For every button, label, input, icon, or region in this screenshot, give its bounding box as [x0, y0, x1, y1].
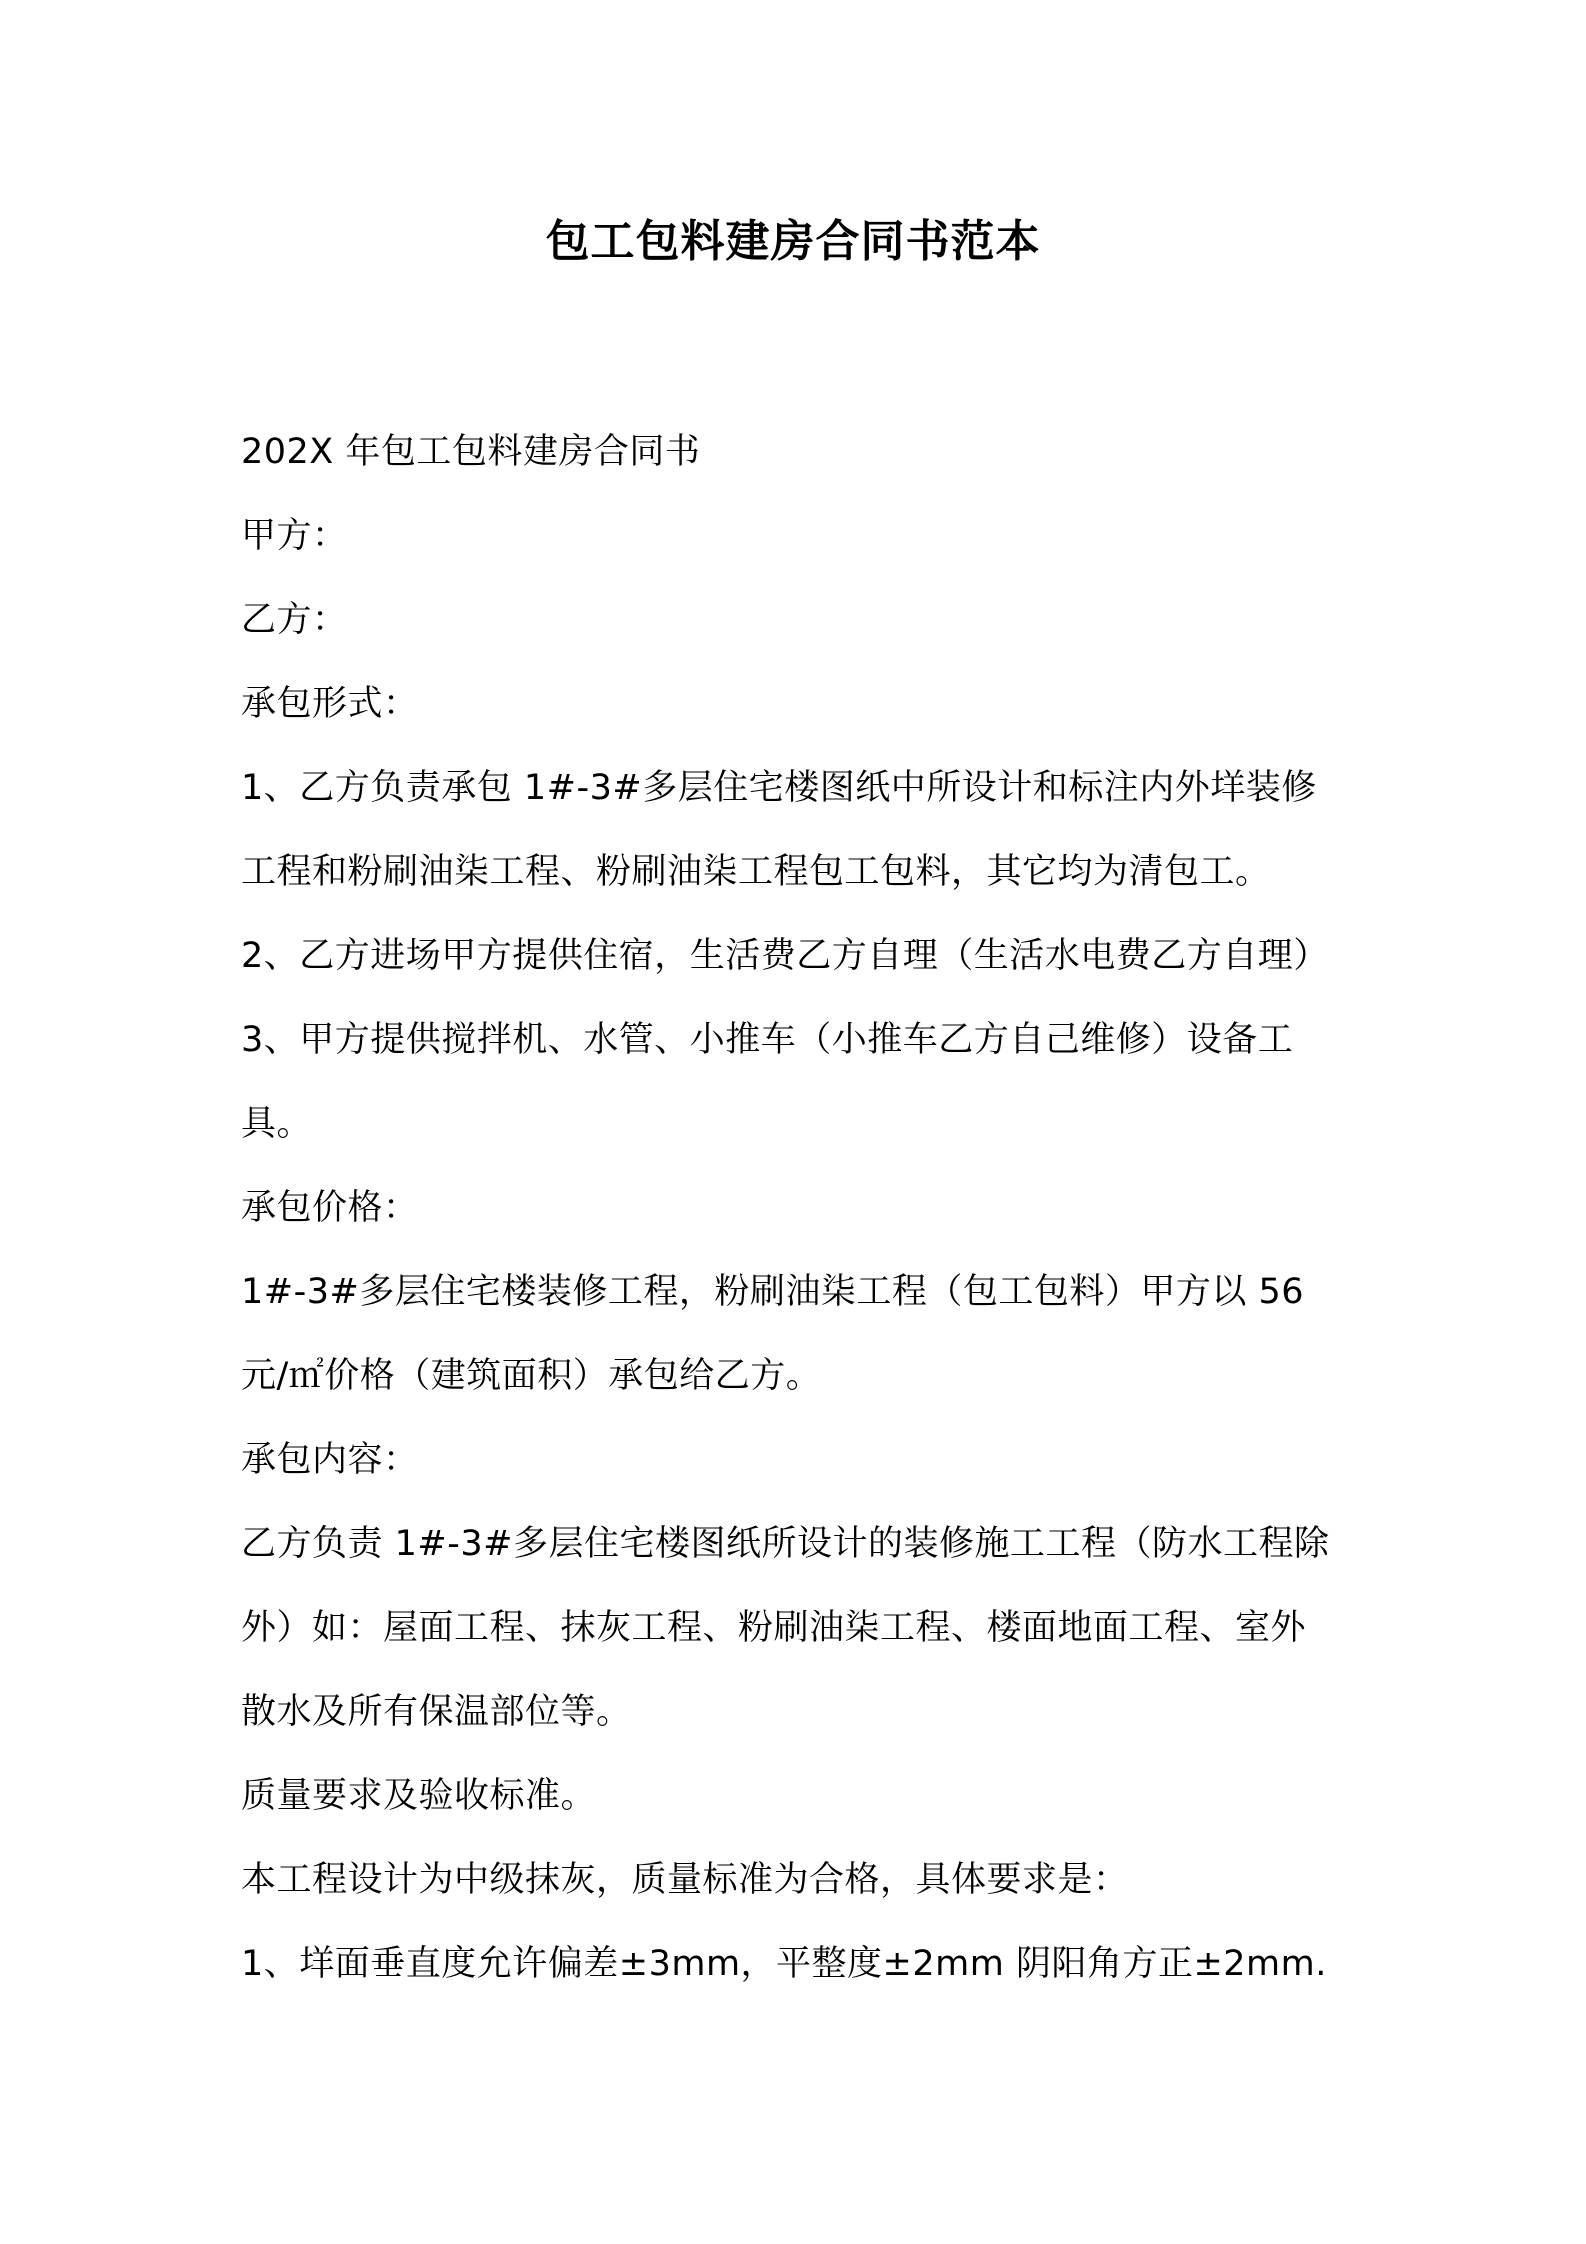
text-line: 工程和粉刷油柒工程、粉刷油柒工程包工包料，其它均为清包工。: [241, 852, 1271, 892]
text-line: 3、甲方提供搅拌机、水管、小推车（小推车乙方自己维修）设备工: [241, 1020, 1294, 1060]
text-line: 202X 年包工包料建房合同书: [241, 432, 701, 472]
text-line: 本工程设计为中级抹灰，质量标准为合格，具体要求是：: [241, 1860, 1129, 1900]
text-line: 甲方：: [241, 516, 348, 556]
text-line: 散水及所有保温部位等。: [241, 1692, 632, 1732]
text-line: 承包内容：: [241, 1440, 419, 1480]
text-line: 乙方：: [241, 600, 348, 640]
text-line: 承包形式：: [241, 684, 419, 724]
text-line: 质量要求及验收标准。: [241, 1776, 597, 1816]
document-body: [241, 410, 1361, 2006]
text-line: 1、乙方负责承包 1#-3#多层住宅楼图纸中所设计和标注内外垟装修: [241, 768, 1317, 808]
text-line: 承包价格：: [241, 1188, 419, 1228]
text-line: 1、垟面垂直度允许偏差±3mm，平整度±2mm 阴阳角方正±2mm.: [241, 1944, 1327, 1984]
text-line: 乙方负责 1#-3#多层住宅楼图纸所设计的装修施工工程（防水工程除: [241, 1524, 1330, 1564]
text-line: 具。: [241, 1104, 313, 1144]
text-line: 外）如：屋面工程、抹灰工程、粉刷油柒工程、楼面地面工程、室外: [241, 1608, 1307, 1648]
text-line: 2、乙方进场甲方提供住宿，生活费乙方自理（生活水电费乙方自理）: [241, 936, 1329, 976]
text-line: 1#-3#多层住宅楼装修工程，粉刷油柒工程（包工包料）甲方以 56: [241, 1272, 1304, 1312]
document-title: 包工包料建房合同书范本: [545, 216, 1041, 267]
text-line: 元/㎡价格（建筑面积）承包给乙方。: [241, 1356, 822, 1396]
